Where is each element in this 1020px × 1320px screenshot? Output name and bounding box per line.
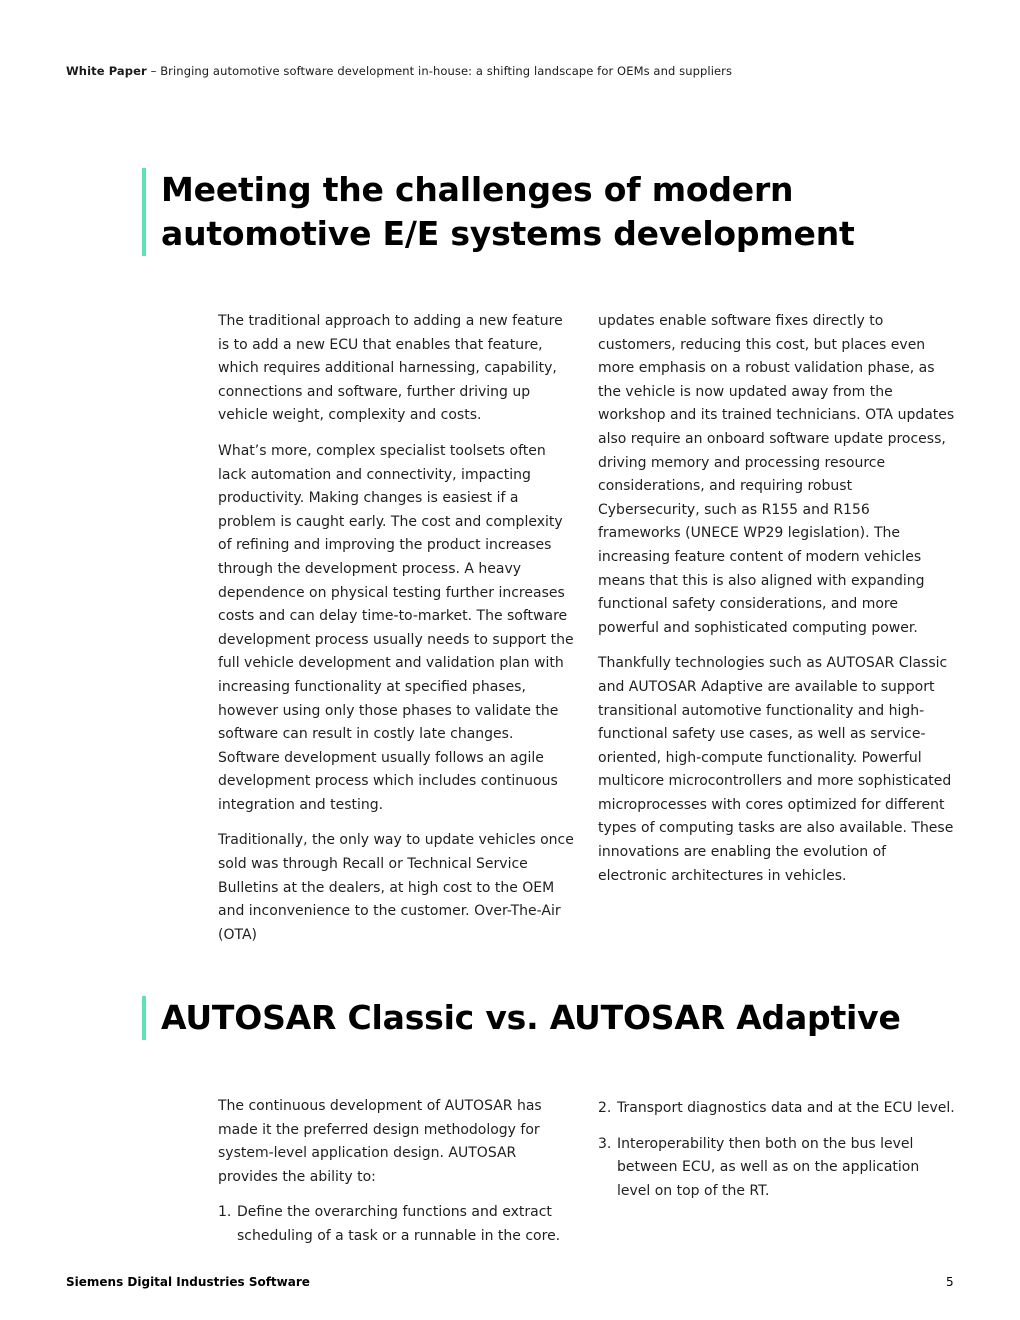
section1-column-left — [218, 310, 578, 959]
paragraph: Traditionally, the only way to update vehicles once sold was through Recall or Technical Service Bulletins at the dealers, at high cost to the OEM and inconvenience to the customer. Over-The-Air (OTA) — [218, 832, 574, 943]
list-item — [598, 1097, 956, 1121]
ordered-list — [598, 1097, 956, 1203]
paragraph: The continuous development of AUTOSAR has made it the preferred design methodology for system-level application design. AUTOSAR provides the ability to: — [218, 1098, 542, 1185]
list-text: Transport diagnostics data and at the ECU level. — [617, 1100, 955, 1116]
running-header — [66, 64, 732, 78]
list-item — [218, 1201, 578, 1248]
list-number: 2. — [598, 1100, 612, 1116]
ordered-list — [218, 1201, 578, 1248]
paragraph: The traditional approach to adding a new feature is to add a new ECU that enables that feature, which requires additional harnessing, capability, connections and software, further driving up vehicle weight, complexity and costs. — [218, 313, 563, 424]
list-number: 1. — [218, 1204, 232, 1221]
list-item — [598, 1133, 956, 1204]
paragraph: Thankfully technologies such as AUTOSAR Classic and AUTOSAR Adaptive are available to support transitional automotive functionality and high-functional safety use cases, as well as service-oriented, high-compute functionality. Powerful multicore microcontrollers and more sophisticated microprocesses with cores optimized for different types of computing tasks are also available. These innovations are enabling the evolution of electronic architectures in vehicles. — [598, 655, 954, 884]
section-heading-challenges: Meeting the challenges of modern automotive E/E systems development — [142, 168, 921, 256]
paragraph: What’s more, complex specialist toolsets often lack automation and connectivity, impacting productivity. Making changes is easiest if a problem is caught early. The cost and complexity of refining and improving the product increases through the development process. A heavy dependence on physical testing further increases costs and can delay time-to-market. The software development process usually needs to support the full vehicle development and validation plan with increasing functionality at specified phases, however using only those phases to validate the software can result in costly late changes. Software development usually follows an agile development process which includes continuous integration and testing. — [218, 442, 574, 813]
list-text: Define the overarching functions and extract scheduling of a task or a runnable in the core. — [237, 1204, 561, 1244]
footer-company: Siemens Digital Industries Software — [66, 1275, 310, 1289]
section2-column-right — [598, 1097, 956, 1215]
header-title: Bringing automotive software development in-house: a shifting landscape for OEMs and suppliers — [160, 64, 733, 78]
header-separator: – — [146, 64, 161, 78]
page-number: 5 — [946, 1275, 954, 1289]
list-text: Interoperability then both on the bus level between ECU, as well as on the application level on top of the RT. — [617, 1135, 920, 1199]
section2-column-left — [218, 1095, 578, 1261]
section-heading-autosar: AUTOSAR Classic vs. AUTOSAR Adaptive — [142, 996, 921, 1040]
paragraph: updates enable software fixes directly to customers, reducing this cost, but places even more emphasis on a robust validation phase, as the vehicle is now updated away from the workshop and its trained technicians. OTA updates also require an onboard software update process, driving memory and processing resource considerations, and requiring robust Cybersecurity, such as R155 and R156 frameworks (UNECE WP29 legislation). The increasing feature content of modern vehicles means that this is also aligned with expanding functional safety considerations, and more powerful and sophisticated computing power. — [598, 313, 955, 636]
header-label: White Paper — [66, 64, 147, 78]
section1-column-right — [598, 310, 956, 900]
list-number: 3. — [598, 1135, 612, 1152]
